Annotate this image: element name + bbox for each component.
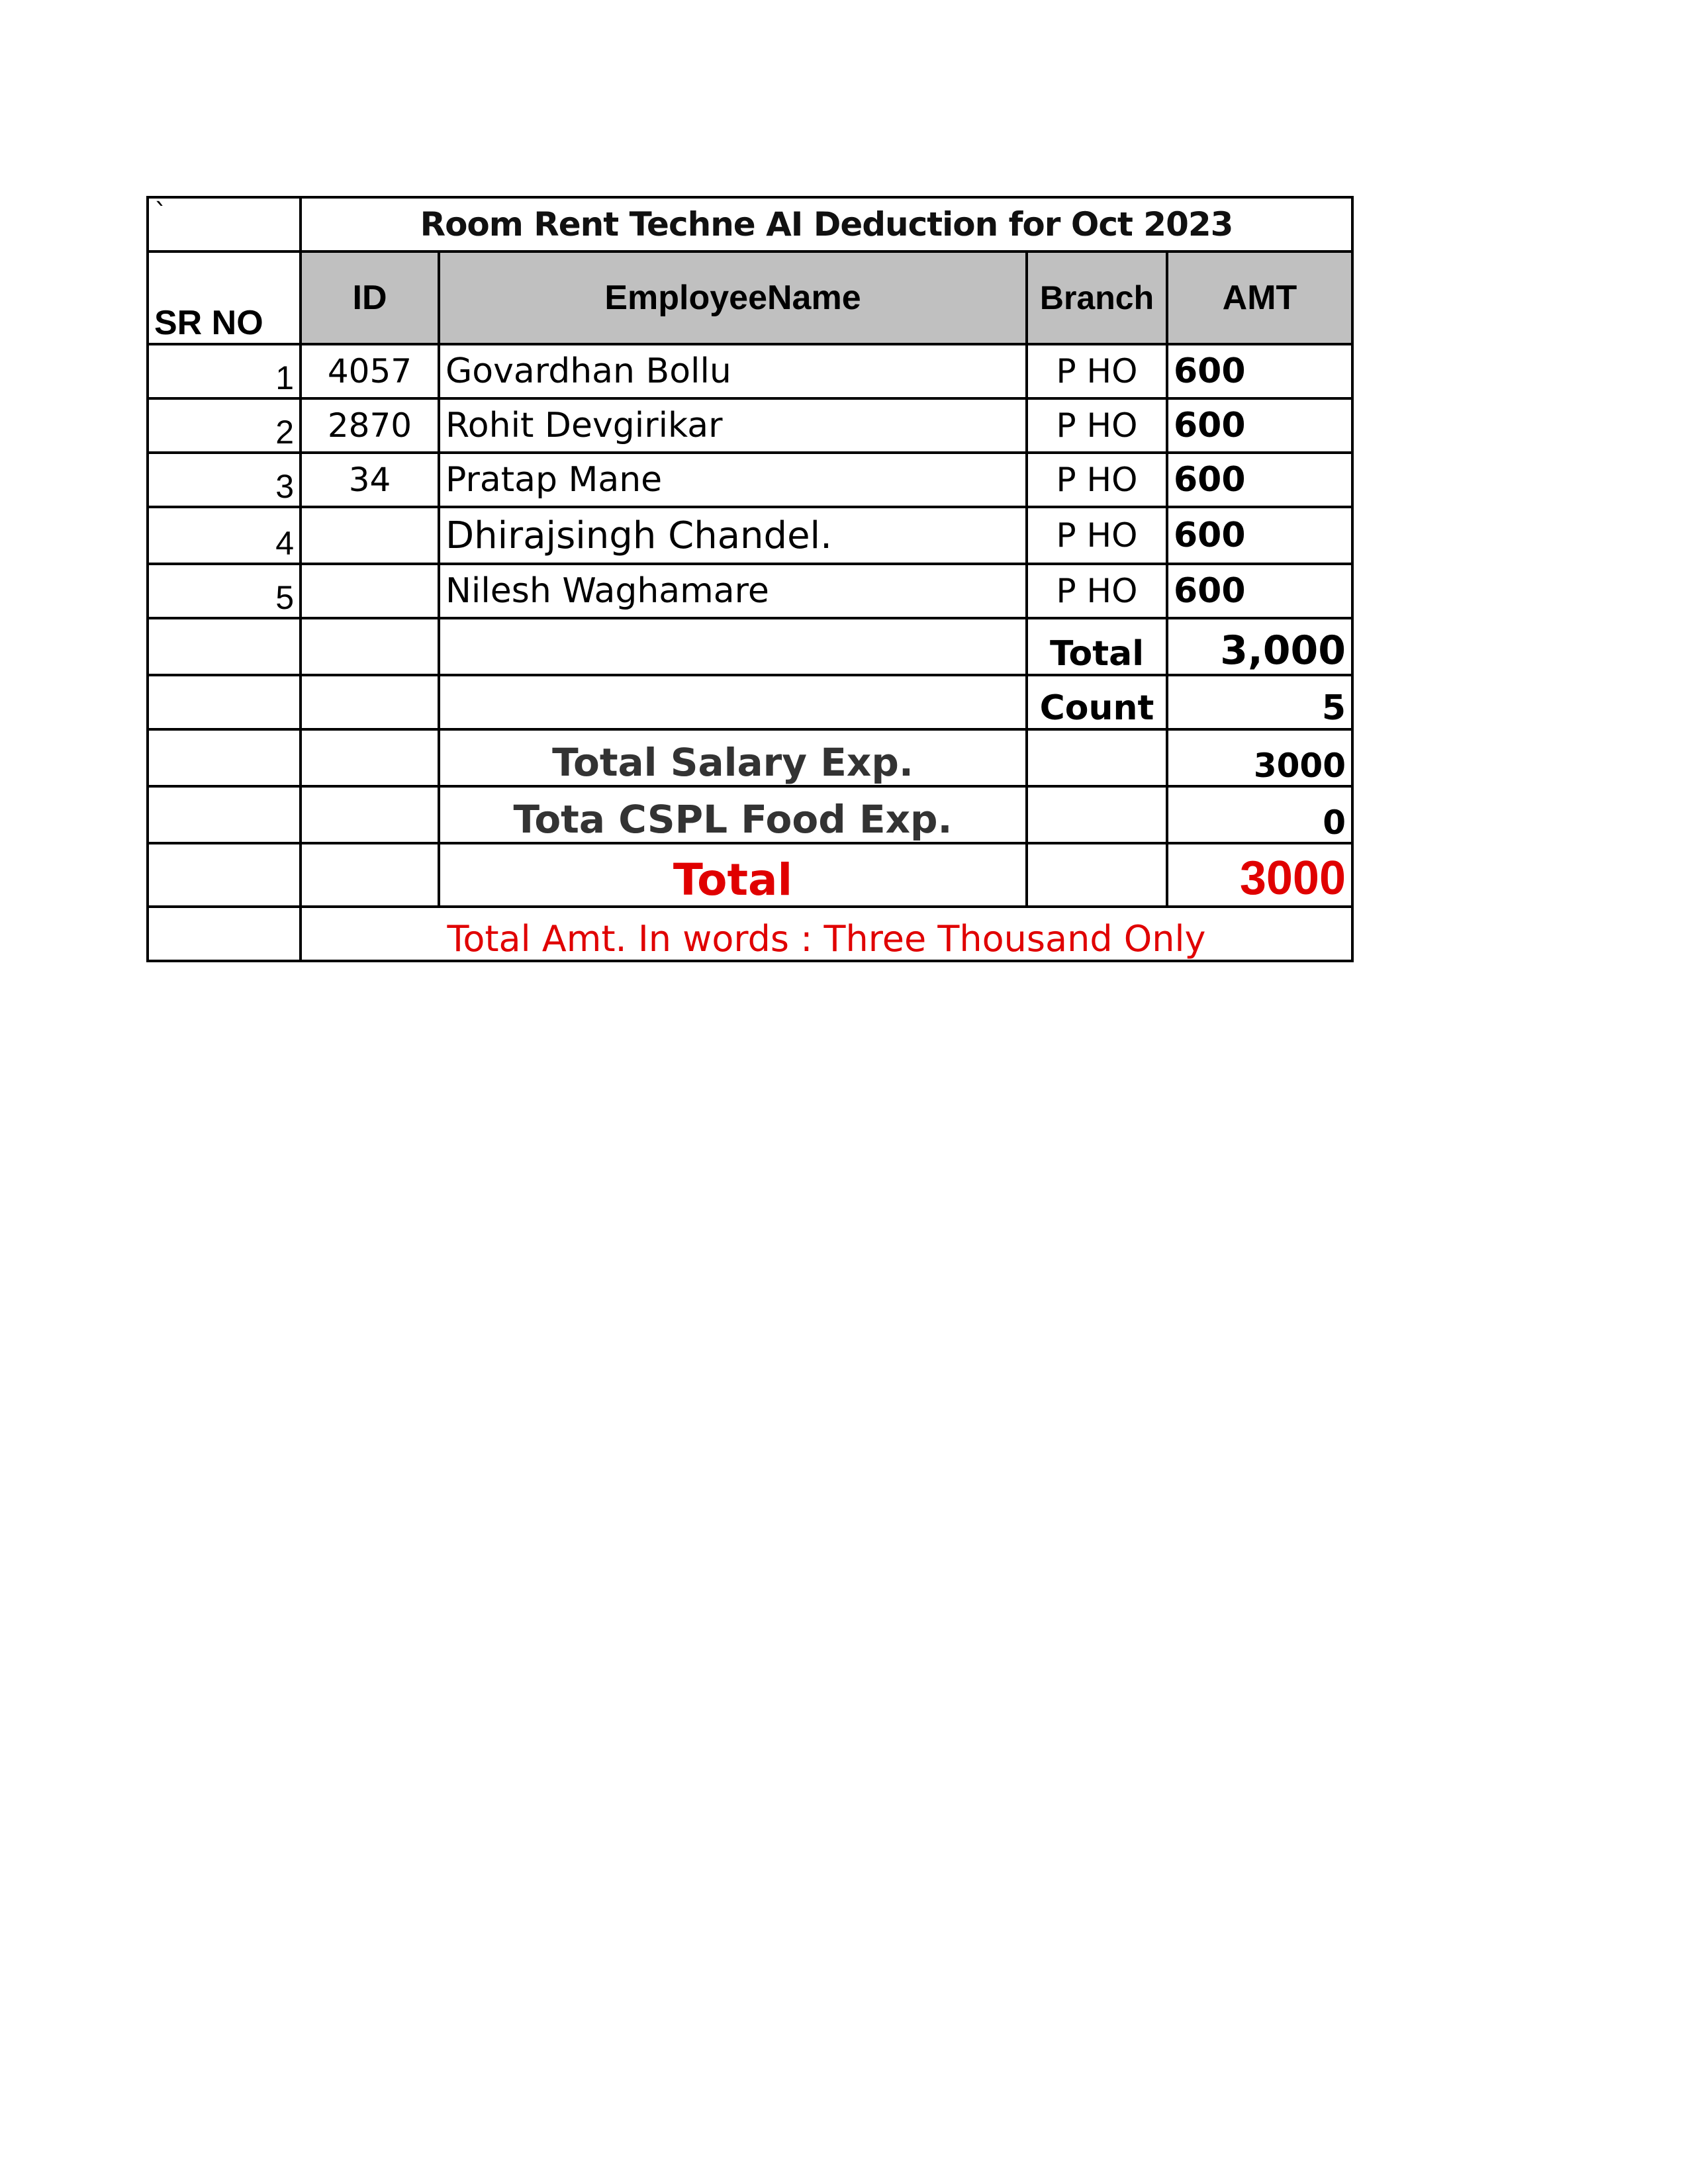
id-cell bbox=[301, 507, 439, 564]
amt-cell: 600 bbox=[1167, 344, 1352, 398]
count-row bbox=[148, 675, 1352, 729]
header-row bbox=[148, 251, 1352, 344]
count-value: 5 bbox=[1167, 675, 1352, 729]
employee-name-cell: Dhirajsingh Chandel. bbox=[439, 507, 1027, 564]
header-sr-no: SR NO bbox=[148, 251, 301, 344]
amt-cell: 600 bbox=[1167, 453, 1352, 507]
table-row bbox=[148, 398, 1352, 453]
amt-cell: 600 bbox=[1167, 398, 1352, 453]
sheet-title: Room Rent Techne AI Deduction for Oct 2023 bbox=[301, 197, 1352, 251]
food-exp-value: 0 bbox=[1167, 786, 1352, 843]
branch-cell: P HO bbox=[1027, 453, 1167, 507]
branch-cell: P HO bbox=[1027, 507, 1167, 564]
sr-no-cell: 3 bbox=[148, 453, 301, 507]
header-id: ID bbox=[301, 251, 439, 344]
empty-cell bbox=[1027, 729, 1167, 786]
amt-cell: 600 bbox=[1167, 507, 1352, 564]
table-row bbox=[148, 453, 1352, 507]
sr-no-cell: 2 bbox=[148, 398, 301, 453]
amount-in-words: Total Amt. In words : Three Thousand Only bbox=[301, 907, 1352, 961]
branch-cell: P HO bbox=[1027, 398, 1167, 453]
employee-name-cell: Pratap Mane bbox=[439, 453, 1027, 507]
branch-cell: P HO bbox=[1027, 344, 1167, 398]
empty-cell bbox=[439, 618, 1027, 675]
id-cell: 2870 bbox=[301, 398, 439, 453]
salary-exp-value: 3000 bbox=[1167, 729, 1352, 786]
empty-cell bbox=[301, 675, 439, 729]
empty-cell bbox=[148, 729, 301, 786]
empty-cell bbox=[148, 786, 301, 843]
empty-cell bbox=[301, 618, 439, 675]
header-branch: Branch bbox=[1027, 251, 1167, 344]
empty-cell bbox=[148, 907, 301, 961]
food-exp-label: Tota CSPL Food Exp. bbox=[439, 786, 1027, 843]
corner-mark: ` bbox=[148, 197, 301, 251]
salary-exp-label: Total Salary Exp. bbox=[439, 729, 1027, 786]
table-row bbox=[148, 564, 1352, 618]
amount-in-words-row bbox=[148, 907, 1352, 961]
empty-cell bbox=[439, 675, 1027, 729]
sr-no-cell: 1 bbox=[148, 344, 301, 398]
empty-cell bbox=[301, 786, 439, 843]
total-row bbox=[148, 618, 1352, 675]
table-row bbox=[148, 507, 1352, 564]
id-cell: 34 bbox=[301, 453, 439, 507]
salary-exp-row bbox=[148, 729, 1352, 786]
table-row bbox=[148, 344, 1352, 398]
count-label: Count bbox=[1027, 675, 1167, 729]
empty-cell bbox=[301, 729, 439, 786]
header-employee-name: EmployeeName bbox=[439, 251, 1027, 344]
employee-name-cell: Govardhan Bollu bbox=[439, 344, 1027, 398]
food-exp-row bbox=[148, 786, 1352, 843]
empty-cell bbox=[148, 618, 301, 675]
id-cell: 4057 bbox=[301, 344, 439, 398]
grand-total-value: 3000 bbox=[1167, 843, 1352, 907]
empty-cell bbox=[148, 675, 301, 729]
empty-cell bbox=[1027, 843, 1167, 907]
total-label: Total bbox=[1027, 618, 1167, 675]
empty-cell bbox=[301, 843, 439, 907]
empty-cell bbox=[1027, 786, 1167, 843]
grand-total-row bbox=[148, 843, 1352, 907]
header-amt: AMT bbox=[1167, 251, 1352, 344]
grand-total-label: Total bbox=[439, 843, 1027, 907]
deduction-table bbox=[146, 196, 1354, 962]
branch-cell: P HO bbox=[1027, 564, 1167, 618]
id-cell bbox=[301, 564, 439, 618]
sr-no-cell: 4 bbox=[148, 507, 301, 564]
amt-cell: 600 bbox=[1167, 564, 1352, 618]
sr-no-cell: 5 bbox=[148, 564, 301, 618]
total-value: 3,000 bbox=[1167, 618, 1352, 675]
employee-name-cell: Rohit Devgirikar bbox=[439, 398, 1027, 453]
title-row bbox=[148, 197, 1352, 251]
employee-name-cell: Nilesh Waghamare bbox=[439, 564, 1027, 618]
empty-cell bbox=[148, 843, 301, 907]
